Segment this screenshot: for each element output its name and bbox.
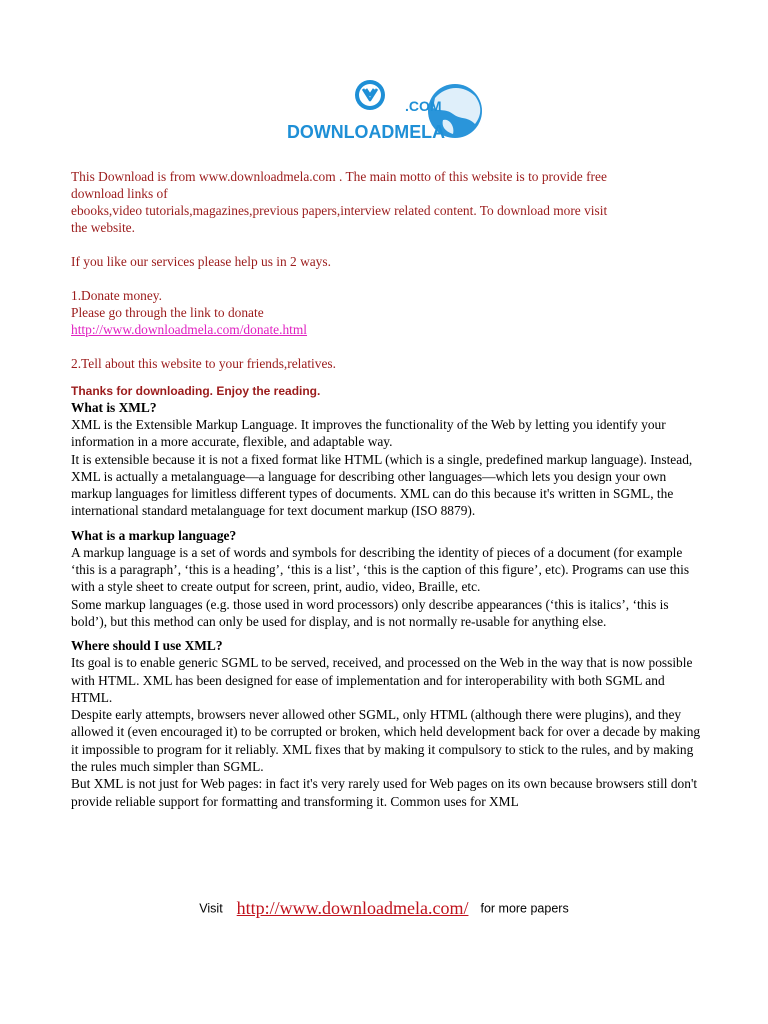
section-heading: What is XML?: [71, 400, 157, 415]
paragraph: Some markup languages (e.g. those used in word processors) only describe appearances (‘this is italics’, ‘this is bold’), but this method can only be used for display, and is not normally re-usable for anything else.: [71, 596, 669, 629]
intro-line: This Download is from www.downloadmela.com . The main motto of this website is to provide free: [71, 169, 607, 184]
thanks-text: Thanks for downloading. Enjoy the reading.: [71, 384, 321, 398]
downloadmela-logo: [285, 78, 490, 148]
paragraph: Despite early attempts, browsers never allowed other SGML, only HTML (although there were plugins), and they allowed it (even encouraged it) to be corrupted or broken, which held development back for over a decade by making it impossible to program for it reliably. XML fixes that by making it compulsory to stick to the rules, and by making the rules much simpler than SGML.: [71, 707, 701, 775]
footer-suffix: for more papers: [480, 901, 569, 916]
article: [71, 399, 701, 810]
logo-name-text: DOWNLOADMELA: [287, 121, 445, 142]
footer-visit-label: Visit: [199, 901, 223, 916]
page-footer: [0, 898, 768, 919]
section-heading: Where should I use XML?: [71, 638, 223, 654]
paragraph: It is extensible because it is not a fixed format like HTML (which is a single, predefined markup language). Instead, XML is actually a metalanguage—a language for describing other languages—which lets you design your own markup languages for limitless different types of documents. XML can do this because it's written in SGML, the international standard metalanguage for text document markup (ISO 8879).: [71, 451, 693, 519]
intro-line: the website.: [71, 220, 135, 235]
help-text: If you like our services please help us in 2 ways.: [71, 254, 331, 269]
intro-line: download links of: [71, 186, 168, 201]
donate-link[interactable]: http://www.downloadmela.com/donate.html: [71, 322, 308, 337]
donate-instruction: Please go through the link to donate: [71, 305, 264, 320]
footer-link[interactable]: http://www.downloadmela.com/: [236, 898, 469, 918]
document-body: [71, 168, 701, 810]
download-badge-icon: [355, 80, 385, 110]
donate-title: 1.Donate money.: [71, 288, 162, 303]
tell-friends-text: 2.Tell about this website to your friends,relatives.: [71, 356, 336, 371]
paragraph: Its goal is to enable generic SGML to be served, received, and processed on the Web in the way that is now possible with HTML. XML has been designed for ease of implementation and for interoperability with both SGML and HTML.: [71, 655, 693, 705]
logo-com-text: .COM: [405, 98, 442, 114]
paragraph: But XML is not just for Web pages: in fact it's very rarely used for Web pages on its own because browsers still don't provide reliable support for formatting and transforming it. Common uses for XML: [71, 776, 698, 809]
intro-line: ebooks,video tutorials,magazines,previous papers,interview related content. To download more visit: [71, 203, 608, 218]
paragraph: A markup language is a set of words and symbols for describing the identity of pieces of a document (for example ‘this is a paragraph’, ‘this is a heading’, ‘this is a list’, ‘this is the caption of this figure’, etc). Programs can use this with a style sheet to create output for screen, print, audio, video, Braille, etc.: [71, 544, 690, 595]
intro-block: [71, 168, 701, 372]
paragraph: XML is the Extensible Markup Language. It improves the functionality of the Web by letting you identify your information in a more accurate, flexible, and adaptable way.: [71, 417, 666, 450]
section-heading: What is a markup language?: [71, 527, 237, 543]
